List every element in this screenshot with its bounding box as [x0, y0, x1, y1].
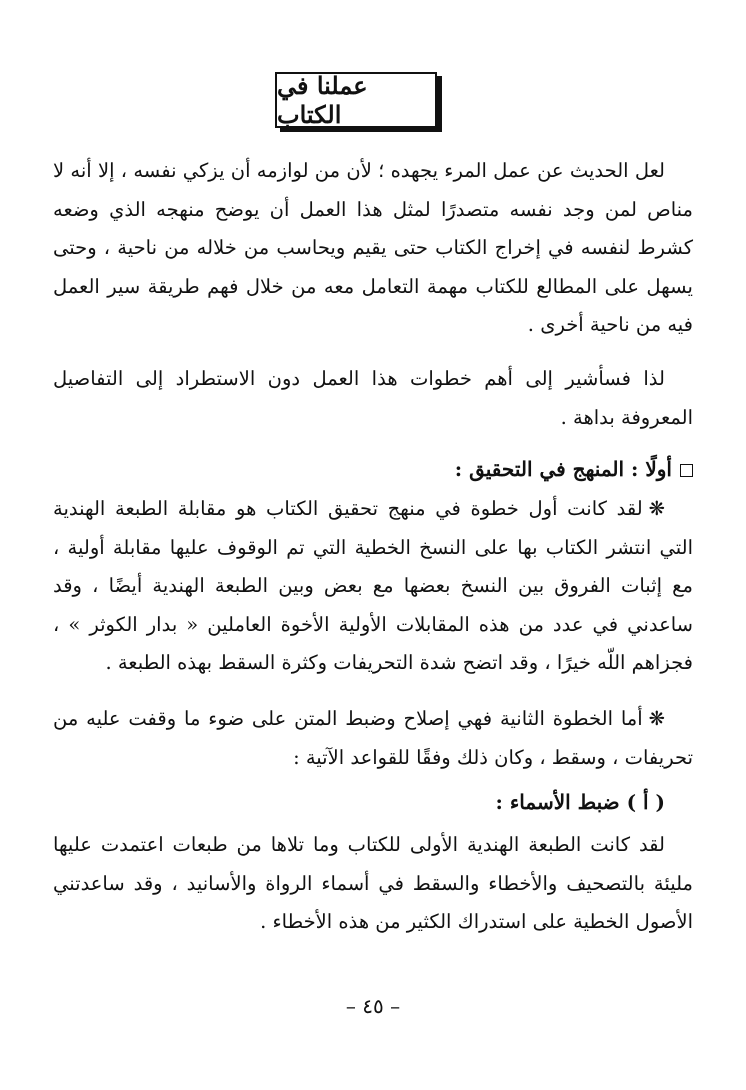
page-number: – ٤٥ –: [345, 994, 401, 1018]
intro-text: لعل الحديث عن عمل المرء يجهده ؛ لأن من لوازمه أن يزكي نفسه ، إلا أنه لا مناص لمن وجد نفسه متصدرًا لمثل هذا العمل أن يوضح منهجه الذي وضعه كشرط لنفسه في إخراج الكتاب حتى يقيم ويحاسب من خلاله من ناحية ، وحتى يسهل على المطالع للكتاب مهمة التعامل معه من خلال فهم طريقة سير العمل فيه من ناحية أخرى .: [53, 159, 693, 336]
asterisk-icon: ❋: [648, 497, 665, 520]
names-heading-text: ( أ ) ضبط الأسماء :: [495, 790, 665, 814]
step1-text: لقد كانت أول خطوة في منهج تحقيق الكتاب هو مقابلة الطبعة الهندية التي انتشر الكتاب بها على النسخ الخطية التي تم الوقوف عليها مقابلة أولية ، مع إثبات الفروق بين النسخ بعضها مع بعض وبين الطبعة الهندية أيضًا ، وقد ساعدني في عدد من هذه المقابلات الأولية الأخوة العاملين « بدار الكوثر » ، فجزاهم اللّه خيرًا ، وقد اتضح شدة التحريفات وكثرة السقط بهذه الطبعة .: [53, 497, 693, 674]
second-paragraph: [53, 360, 693, 437]
names-heading: [53, 783, 693, 822]
method-heading-text: أولًا : المنهج في التحقيق :: [454, 457, 672, 481]
step2-paragraph: [53, 700, 693, 777]
chapter-title-frame: [275, 72, 437, 128]
intro-paragraph: [53, 152, 693, 345]
method-heading: [53, 450, 693, 489]
second-text: لذا فسأشير إلى أهم خطوات هذا العمل دون الاستطراد إلى التفاصيل المعروفة بداهة .: [53, 367, 693, 429]
names-paragraph: [53, 826, 693, 942]
step1-paragraph: [53, 490, 693, 683]
step1-line: [53, 490, 693, 683]
names-text: لقد كانت الطبعة الهندية الأولى للكتاب وما تلاها من طبعات اعتمدت عليها مليئة بالتصحيف والأخطاء والسقط في أسماء الرواة والأسانيد ، وقد ساعدتني الأصول الخطية على استدراك الكثير من هذه الأخطاء .: [53, 833, 693, 933]
checkbox-icon: [680, 464, 693, 477]
chapter-title: عملنا في الكتاب: [275, 72, 437, 128]
asterisk-icon: ❋: [648, 707, 665, 730]
step2-line: [53, 700, 693, 777]
step2-text: أما الخطوة الثانية فهي إصلاح وضبط المتن على ضوء ما وقفت عليه من تحريفات ، وسقط ، وكان ذلك وفقًا للقواعد الآتية :: [53, 707, 693, 769]
